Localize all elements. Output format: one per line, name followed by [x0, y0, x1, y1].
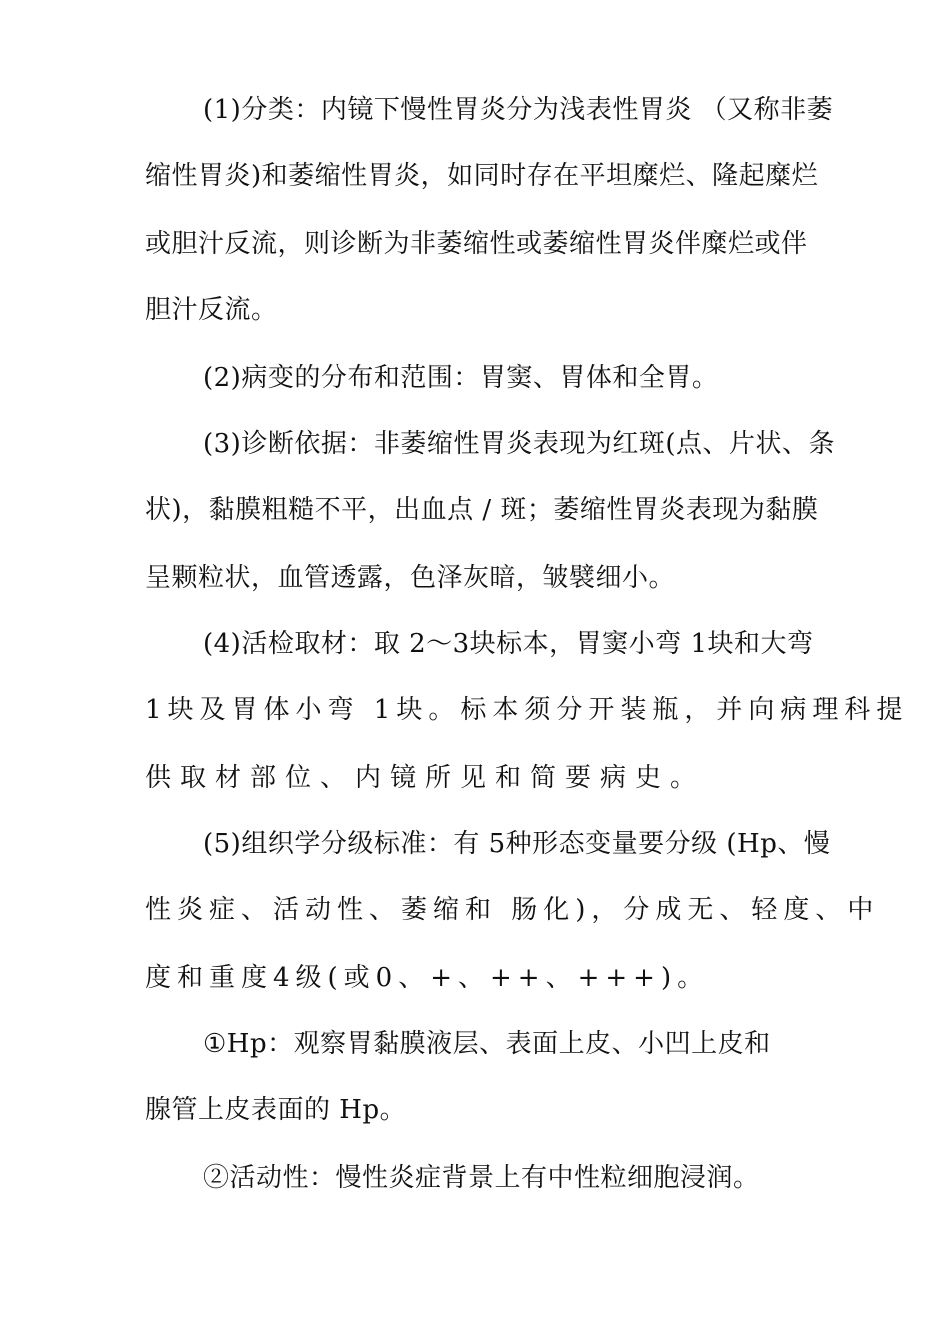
item-activity-line-1: ②活动性：慢性炎症背景上有中性粒细胞浸润。 [203, 1163, 760, 1193]
para-4-line-1: (4)活检取材：取 2～3块标本，胃窦小弯 1块和大弯 [203, 629, 814, 659]
para-1-line-3: 或胆汁反流，则诊断为非萎缩性或萎缩性胃炎伴糜烂或伴 [145, 229, 808, 259]
para-3-line-1: (3)诊断依据：非萎缩性胃炎表现为红斑(点、片状、条 [203, 429, 835, 459]
para-1-line-4: 胆汁反流。 [145, 295, 278, 325]
para-5-line-1: (5)组织学分级标准：有 5种形态变量要分级 (Hp、慢 [203, 829, 831, 859]
para-3-line-3: 呈颗粒状，血管透露，色泽灰暗，皱襞细小。 [145, 563, 676, 593]
item-hp-line-2: 腺管上皮表面的 Hp。 [145, 1095, 407, 1125]
para-2-line-1: (2)病变的分布和范围：胃窦、胃体和全胃。 [203, 363, 719, 393]
para-1-line-2: 缩性胃炎)和萎缩性胃炎，如同时存在平坦糜烂、隆起糜烂 [145, 161, 819, 191]
para-1-line-1: (1)分类：内镜下慢性胃炎分为浅表性胃炎 （又称非萎 [203, 95, 834, 125]
para-4-line-3: 供取材部位、内镜所见和简要病史。 [145, 763, 706, 793]
para-4-line-2: 1块及胃体小弯 1块。标本须分开装瓶，并向病理科提 [145, 695, 909, 725]
para-5-line-3: 度和重度4级(或0、+、++、+++)。 [145, 963, 710, 993]
para-3-line-2: 状)，黏膜粗糙不平，出血点 / 斑；萎缩性胃炎表现为黏膜 [145, 495, 819, 525]
item-hp-line-1: ①Hp：观察胃黏膜液层、表面上皮、小凹上皮和 [203, 1029, 771, 1059]
para-5-line-2: 性炎症、活动性、萎缩和 肠化)，分成无、轻度、中 [145, 895, 880, 925]
